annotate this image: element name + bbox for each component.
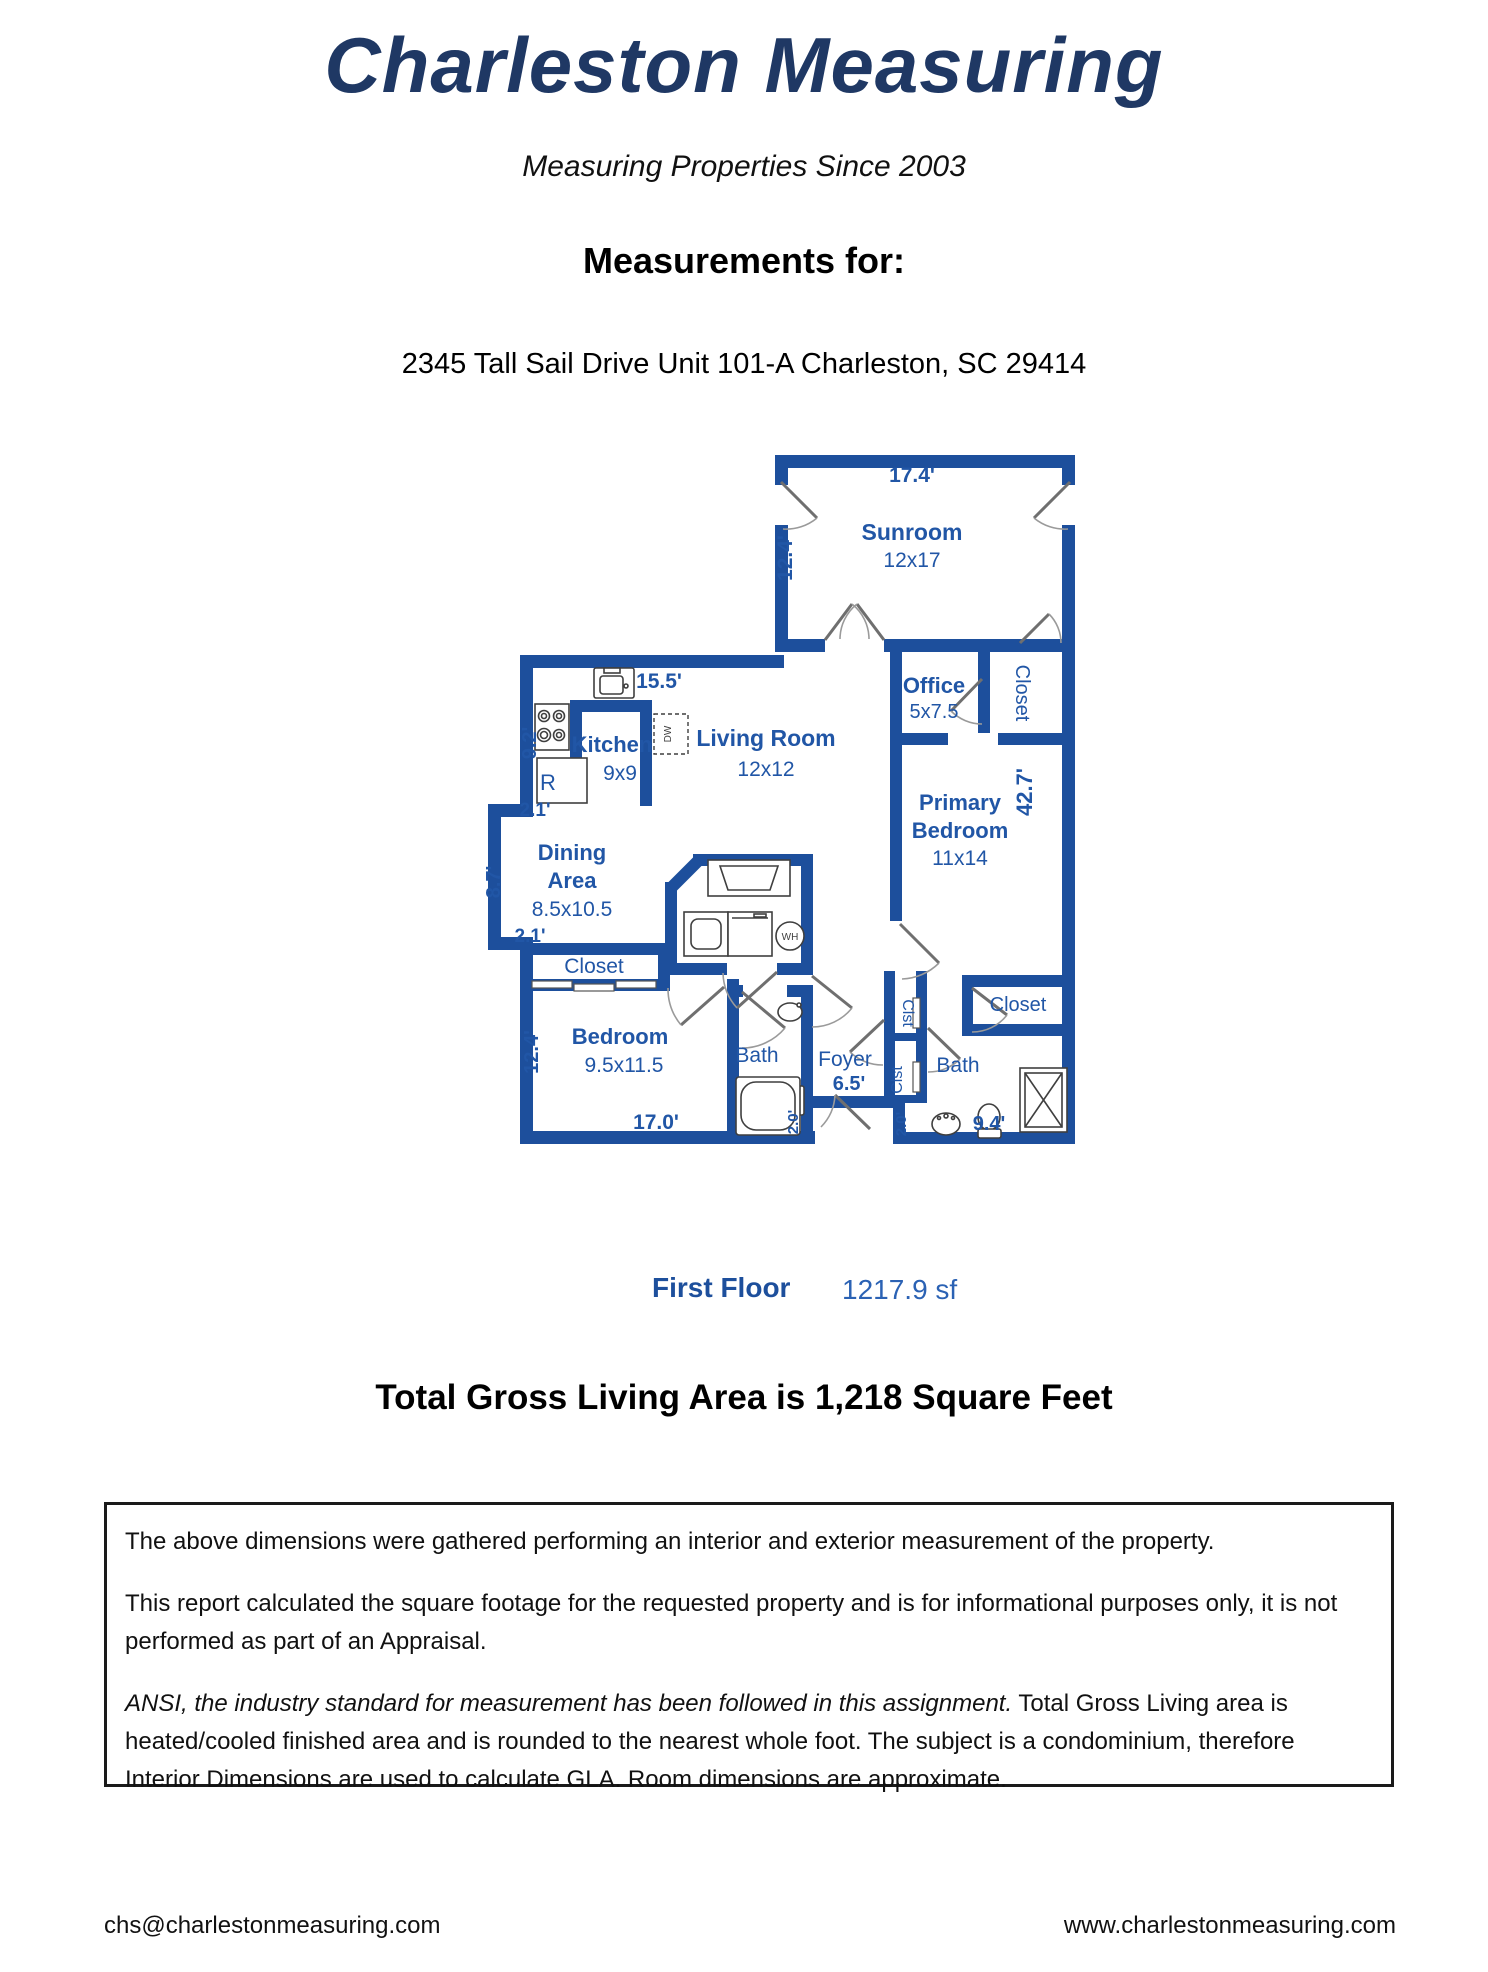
disclaimer-box bbox=[104, 1502, 1394, 1793]
room-label-closet-primary: Closet bbox=[989, 994, 1047, 1016]
room-label-dining-1: Dining bbox=[537, 840, 607, 865]
dim-sunroom-width: 17.4' bbox=[889, 464, 935, 487]
sink-right-icon bbox=[932, 1113, 960, 1135]
room-label-primary-1: Primary bbox=[919, 790, 1001, 815]
room-label-living: Living Room bbox=[696, 725, 836, 751]
dim-bedroom-bottom: 17.0' bbox=[633, 1111, 679, 1134]
footer-email: chs@charlestonmeasuring.com bbox=[104, 1912, 441, 1939]
disclaimer-para-3 bbox=[125, 1685, 1375, 1799]
room-label-sunroom: Sunroom bbox=[861, 519, 963, 545]
room-label-bath-left: Bath bbox=[735, 1044, 779, 1067]
footer-website: www.charlestonmeasuring.com bbox=[1063, 1912, 1396, 1939]
room-size-living: 12x12 bbox=[737, 758, 795, 781]
floor-plan bbox=[460, 430, 1120, 1190]
dim-bedroom-left: 12.4' bbox=[521, 1030, 543, 1074]
property-address: 2345 Tall Sail Drive Unit 101-A Charleston, SC 29414 bbox=[401, 348, 1087, 380]
washer-icon bbox=[684, 912, 728, 956]
first-floor-area: 1217.9 sf bbox=[842, 1274, 958, 1305]
dim-sunroom-depth: 12.4' bbox=[774, 535, 797, 581]
room-size-dining: 8.5x10.5 bbox=[531, 898, 613, 921]
disclaimer-para-3-italic: ANSI, the industry standard for measurement has been followed in this assignment. bbox=[125, 1690, 1013, 1717]
utility-sink-icon bbox=[708, 860, 790, 896]
dim-kitchen-left: 9.2' bbox=[519, 726, 541, 760]
kitchen-sink-icon bbox=[594, 668, 634, 698]
dryer-icon bbox=[728, 912, 772, 956]
dim-step-top: 2.1' bbox=[519, 800, 551, 821]
shower-icon bbox=[1020, 1068, 1067, 1132]
sink-left-icon bbox=[778, 1003, 802, 1021]
room-label-primary-2: Bedroom bbox=[911, 818, 1009, 843]
room-label-clst-lower: Clst bbox=[889, 1066, 906, 1094]
disclaimer-para-1: The above dimensions were gathered performing an interior and exterior measurement of the property. bbox=[125, 1528, 1215, 1555]
room-size-kitchen: 9x9 bbox=[603, 762, 637, 785]
dim-bath-right-bottom: 9.4' bbox=[972, 1113, 1006, 1135]
disclaimer-para-3-rest: Total Gross Living area is heated/cooled finished area and is rounded to the nearest whole foot. The subject is a condominium, therefore Interior Dimensions are used to calculate GLA. Room dimensions are approximate. bbox=[125, 1690, 1295, 1793]
room-label-office: Office bbox=[902, 673, 966, 698]
dim-kitchen-wall: 15.5' bbox=[636, 670, 682, 693]
room-size-bedroom: 9.5x11.5 bbox=[584, 1054, 664, 1077]
room-size-sunroom: 12x17 bbox=[883, 549, 941, 572]
room-label-hall-closet: Closet bbox=[564, 955, 624, 978]
dim-bath-right-jog: 2.0' bbox=[893, 1111, 910, 1137]
disclaimer-para-2: This report calculated the square footage for the requested property and is for informational purposes only, it is not performed as part of an Appraisal. bbox=[125, 1590, 1338, 1655]
total-gla-line: Total Gross Living Area is 1,218 Square Feet bbox=[375, 1378, 1113, 1417]
dim-step-bottom: 2.1' bbox=[514, 926, 546, 947]
company-title: Charleston Measuring bbox=[324, 21, 1164, 109]
room-label-bath-right: Bath bbox=[936, 1054, 980, 1077]
dim-right-side: 42.7' bbox=[1012, 767, 1037, 817]
room-label-kitchen: Kitchen bbox=[571, 732, 653, 757]
room-label-foyer: Foyer bbox=[818, 1048, 872, 1071]
dishwasher-label: DW bbox=[663, 725, 674, 743]
room-label-clst-upper: Clst bbox=[899, 999, 916, 1027]
room-label-dining-2: Area bbox=[547, 868, 597, 893]
room-label-closet-top-right: Closet bbox=[1011, 664, 1033, 722]
first-floor-label: First Floor bbox=[652, 1272, 791, 1303]
measurements-heading: Measurements for: bbox=[582, 240, 906, 281]
room-size-primary: 11x14 bbox=[932, 847, 988, 870]
water-heater-label: WH bbox=[781, 932, 799, 943]
room-size-office: 5x7.5 bbox=[909, 701, 959, 723]
company-tagline: Measuring Properties Since 2003 bbox=[522, 150, 966, 183]
dim-bath-left-jog: 2.0' bbox=[785, 1109, 802, 1135]
room-label-bedroom: Bedroom bbox=[571, 1024, 669, 1049]
dim-dining-left: 8.7' bbox=[483, 865, 505, 899]
dim-foyer: 6.5' bbox=[832, 1073, 866, 1095]
refrigerator-label: R bbox=[540, 770, 556, 795]
